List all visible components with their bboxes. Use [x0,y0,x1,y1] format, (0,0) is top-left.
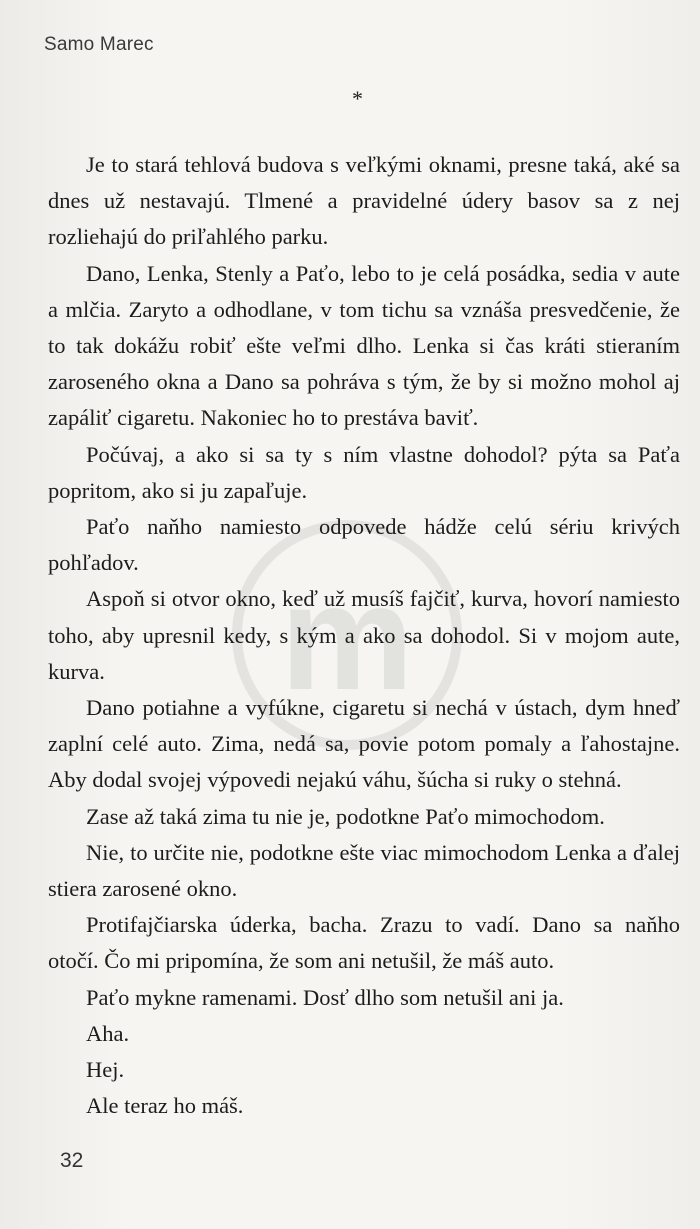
paragraph: Hej. [86,1057,125,1083]
section-separator: * [352,86,363,111]
page-number: 32 [60,1149,84,1172]
paragraph: Paťo mykne ramenami. Dosť dlho som netušil ani ja. [86,984,564,1010]
body-text [48,147,680,1124]
paragraph: Dano potiahne a vyfúkne, cigaretu si nechá v ústach, dym hneď zaplní celé auto. Zima, nedá sa, povie potom pomaly a ľahostajne. Aby dodal svojej výpovedi nejakú váhu, šúcha si ruky o stehná. [48,695,680,793]
paragraph: Zase až taká zima tu nie je, podotkne Paťo mimochodom. [86,803,605,829]
watermark-logo-icon: m [232,520,462,750]
paragraph: Nie, to určite nie, podotkne ešte viac mimochodom Lenka a ďalej stiera zarosené okno. [48,839,680,902]
paragraph: Aspoň si otvor okno, keď už musíš fajčiť, kurva, hovorí namiesto toho, aby upresnil kedy, s kým a ako sa dohodol. Si v mojom aute, kurva. [48,586,680,684]
running-head-author: Samo Marec [44,34,154,55]
paragraph: Ale teraz ho máš. [86,1093,244,1119]
paragraph: Protifajčiarska úderka, bacha. Zrazu to vadí. Dano sa naňho otočí. Čo mi pripomína, že som ani netušil, že máš auto. [48,912,680,974]
paragraph: Dano, Lenka, Stenly a Paťo, lebo to je celá posádka, sedia v aute a mlčia. Zaryto a odhodlane, v tom tichu sa vznáša presvedčenie, že to tak dokážu robiť ešte veľmi dlho. Lenka si čas kráti stieraním zaroseného okna a Dano sa pohráva s tým, že by si možno mohol aj zapáliť cigaretu. Nakoniec ho to prestáva baviť. [48,260,680,431]
paragraph: Je to stará tehlová budova s veľkými oknami, presne taká, aké sa dnes už nestavajú. Tlmené a pravidelné údery basov sa z nej rozliehajú do priľahlého parku. [48,152,680,250]
paragraph: Paťo naňho namiesto odpovede hádže celú sériu krivých pohľadov. [48,514,680,576]
paragraph: Aha. [86,1020,130,1046]
paragraph: Počúvaj, a ako si sa ty s ním vlastne dohodol? pýta sa Paťa popritom, ako si ju zapaľuje. [48,441,680,503]
